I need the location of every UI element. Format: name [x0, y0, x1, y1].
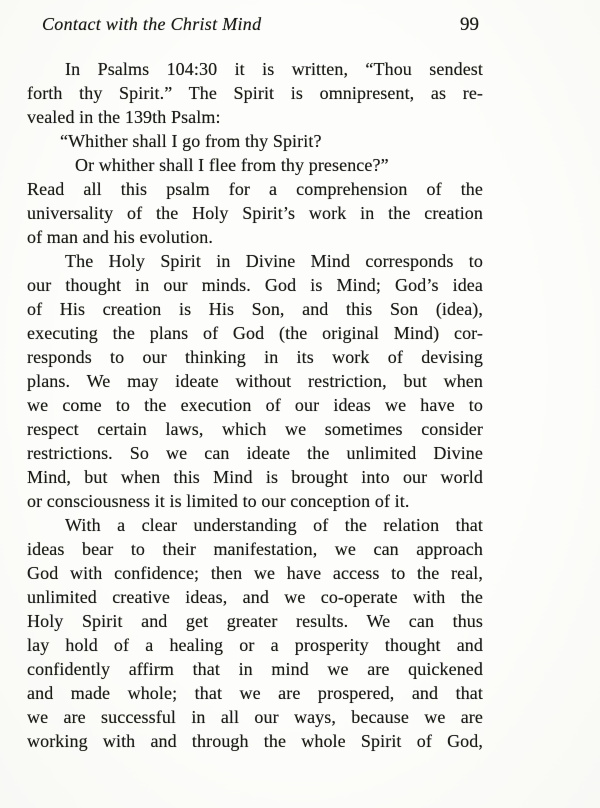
text-line: working with and through the whole Spirit of God,: [27, 731, 483, 751]
verse-line: “Whither shall I go from thy Spirit?: [60, 131, 322, 151]
text-line: we come to the execution of our ideas we have to: [27, 395, 483, 415]
text-line: vealed in the 139th Psalm:: [27, 107, 221, 127]
text-line: The Holy Spirit in Divine Mind corresponds to: [65, 251, 483, 271]
text-line: or consciousness it is limited to our conception of it.: [27, 491, 410, 511]
text-line: lay hold of a healing or a prosperity thought and: [27, 635, 483, 655]
text-line: our thought in our minds. God is Mind; God’s idea: [27, 275, 483, 295]
running-header: [27, 12, 483, 37]
text-line: forth thy Spirit.” The Spirit is omnipresent, as re-: [27, 83, 483, 103]
text-line: unlimited creative ideas, and we co-operate with the: [27, 587, 483, 607]
text-line: God with confidence; then we have access to the real,: [27, 563, 483, 583]
page-number: 99: [460, 14, 479, 35]
text-line: executing the plans of God (the original Mind) cor-: [27, 323, 483, 343]
text-line: plans. We may ideate without restriction, but when: [27, 371, 483, 391]
page-content: [27, 12, 483, 753]
text-line: responds to our thinking in its work of devising: [27, 347, 483, 367]
text-line: Mind, but when this Mind is brought into our world: [27, 467, 483, 487]
text-line: Holy Spirit and get greater results. We can thus: [27, 611, 483, 631]
text-line: ideas bear to their manifestation, we can approach: [27, 539, 483, 559]
text-line: and made whole; that we are prospered, and that: [27, 683, 483, 703]
text-line: we are successful in all our ways, because we are: [27, 707, 483, 727]
body-text: [27, 57, 483, 753]
text-line: Read all this psalm for a comprehension of the: [27, 179, 483, 199]
text-line: In Psalms 104:30 it is written, “Thou sendest: [65, 59, 483, 79]
text-line: universality of the Holy Spirit’s work in the creation: [27, 203, 483, 223]
text-line: With a clear understanding of the relation that: [65, 515, 483, 535]
verse-line: Or whither shall I flee from thy presence?”: [75, 155, 389, 175]
text-line: respect certain laws, which we sometimes consider: [27, 419, 483, 439]
text-line: of His creation is His Son, and this Son (idea),: [27, 299, 483, 319]
running-header-title: Contact with the Christ Mind: [42, 14, 262, 34]
text-line: restrictions. So we can ideate the unlimited Divine: [27, 443, 483, 463]
text-line: of man and his evolution.: [27, 227, 213, 247]
text-line: confidently affirm that in mind we are quickened: [27, 659, 483, 679]
